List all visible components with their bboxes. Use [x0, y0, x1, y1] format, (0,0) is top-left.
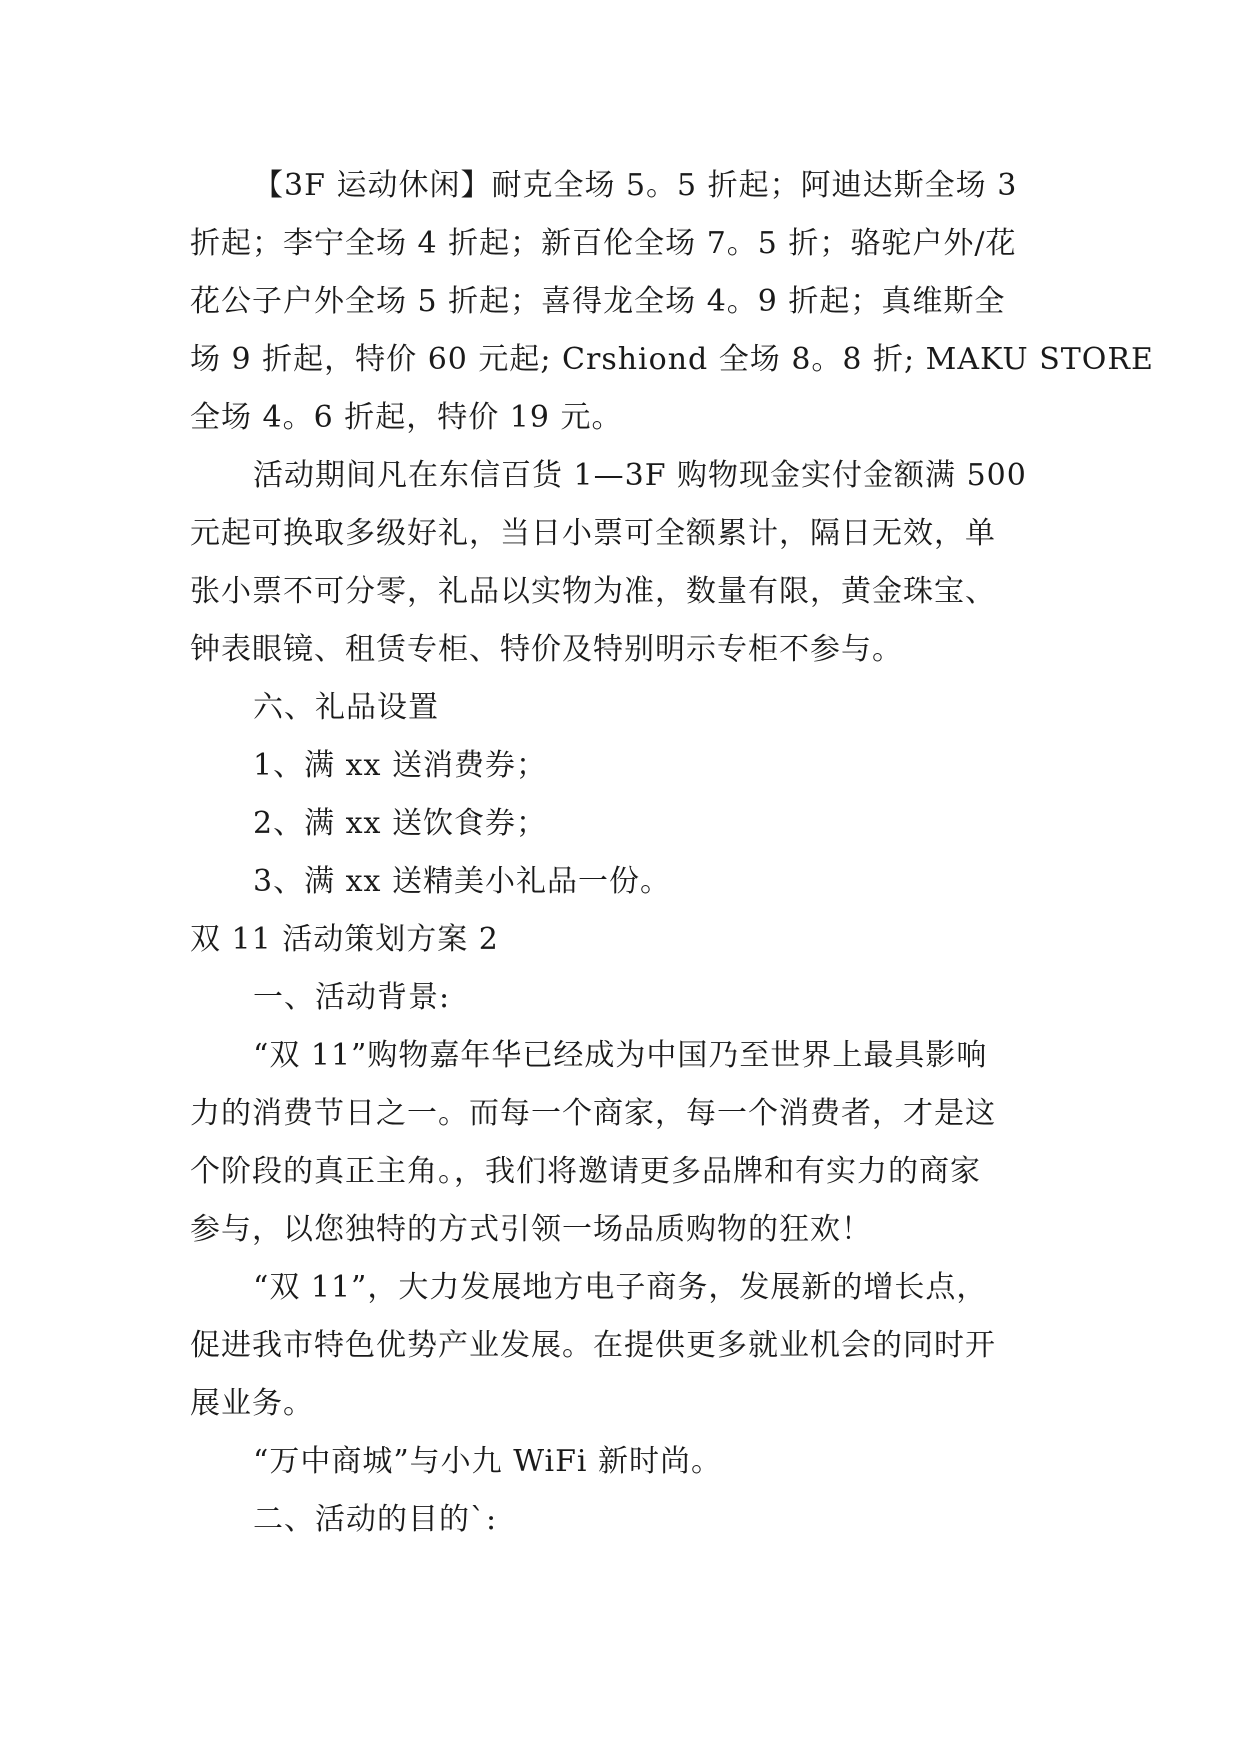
- text-line: 花公子户外全场 5 折起；喜得龙全场 4。9 折起；真维斯全: [190, 284, 1006, 319]
- text-line: 钟表眼镜、租赁专柜、特价及特别明示专柜不参与。: [190, 632, 903, 667]
- text-line: 场 9 折起，特价 60 元起; Crshiond 全场 8。8 折; MAKU STORE: [190, 342, 1154, 377]
- text-line: 展业务。: [190, 1386, 314, 1421]
- text-line: 促进我市特色优势产业发展。在提供更多就业机会的同时开: [190, 1328, 996, 1363]
- text-line: 力的消费节日之一。而每一个商家，每一个消费者，才是这: [190, 1096, 996, 1131]
- text-line: 个阶段的真正主角。，我们将邀请更多品牌和有实力的商家: [190, 1154, 981, 1189]
- text-line: 全场 4。6 折起，特价 19 元。: [190, 400, 623, 435]
- text-line: “双 11”购物嘉年华已经成为中国乃至世界上最具影响: [253, 1038, 988, 1073]
- text-line: 折起；李宁全场 4 折起；新百伦全场 7。5 折；骆驼户外/花: [190, 226, 1017, 261]
- section-heading: 六、礼品设置: [253, 690, 439, 725]
- text-line: 【3F 运动休闲】耐克全场 5。5 折起；阿迪达斯全场 3: [253, 168, 1018, 203]
- list-item: 2、满 xx 送饮食券；: [253, 806, 547, 841]
- list-item: 3、满 xx 送精美小礼品一份。: [253, 864, 671, 899]
- text-line: 张小票不可分零，礼品以实物为准，数量有限，黄金珠宝、: [190, 574, 996, 609]
- text-line: 元起可换取多级好礼，当日小票可全额累计，隔日无效，单: [190, 516, 996, 551]
- text-line: 活动期间凡在东信百货 1—3F 购物现金实付金额满 500: [253, 458, 1027, 493]
- list-item: 1、满 xx 送消费券；: [253, 748, 547, 783]
- text-line: “万中商城”与小九 WiFi 新时尚。: [253, 1444, 723, 1479]
- section-heading: 一、活动背景:: [253, 980, 451, 1015]
- document-title: 双 11 活动策划方案 2: [190, 922, 499, 957]
- text-line: “双 11”，大力发展地方电子商务，发展新的增长点，: [253, 1270, 988, 1305]
- section-heading: 二、活动的目的`:: [253, 1502, 498, 1537]
- text-line: 参与，以您独特的方式引领一场品质购物的狂欢！: [190, 1212, 872, 1247]
